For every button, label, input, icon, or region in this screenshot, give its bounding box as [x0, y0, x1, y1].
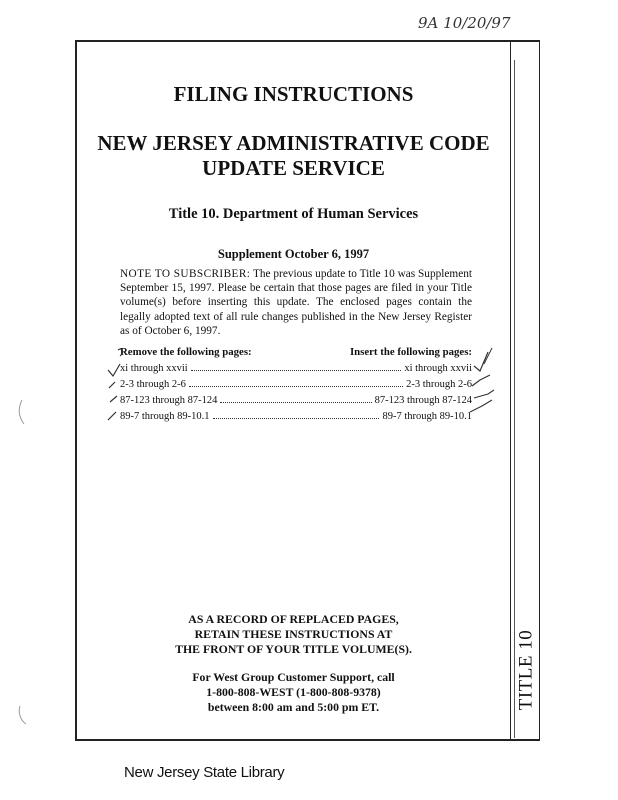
insert-pages: 87-123 through 87-124 — [374, 395, 472, 406]
insert-pages: 89-7 through 89-10.1 — [382, 411, 472, 422]
page-row — [120, 378, 472, 391]
dot-leader — [189, 386, 403, 387]
handwritten-initials-date: 9A 10/20/97 — [418, 14, 511, 32]
insert-pages: xi through xxvii — [404, 363, 472, 374]
supplement-date: Supplement October 6, 1997 — [217, 247, 370, 261]
dot-leader — [213, 418, 380, 419]
page-row — [120, 362, 472, 375]
checkmark-icon — [104, 344, 130, 434]
remove-pages: 89-7 through 89-10.1 — [120, 411, 210, 422]
dot-leader — [191, 370, 402, 371]
dot-leader — [220, 402, 371, 403]
page-row — [120, 410, 472, 423]
page-title: FILING INSTRUCTIONS — [173, 82, 414, 106]
record-instructions — [75, 612, 512, 657]
note-body: The previous update to Title 10 was Supplement September 15, 1997. Please be certain that those pages are filed in your Title volume(s) before inserting this update. The enclosed pages contain the legally adopted text of all rule changes published in the New Jersey Register as of October 6, 1997. — [120, 268, 472, 337]
checkmark-icon — [466, 340, 506, 420]
support-phone: 1-800-808-WEST (1-800-808-9378) — [206, 685, 381, 699]
pages-header — [120, 346, 472, 358]
note-lead: NOTE TO SUBSCRIBER: — [120, 268, 251, 280]
library-stamp: New Jersey State Library — [124, 764, 285, 781]
title-tab-label: TITLE 10 — [515, 629, 537, 711]
insert-header: Insert the following pages: — [349, 346, 472, 358]
subscriber-note — [120, 267, 472, 338]
remove-pages: xi through xxvii — [120, 363, 188, 374]
margin-mark-icon — [14, 398, 34, 428]
record-line: RETAIN THESE INSTRUCTIONS AT — [194, 627, 393, 641]
insert-pages: 2-3 through 2-6 — [406, 379, 472, 390]
support-hours: between 8:00 am and 5:00 pm ET. — [207, 700, 380, 714]
title-heading: Title 10. Department of Human Services — [168, 206, 419, 222]
record-line: THE FRONT OF YOUR TITLE VOLUME(S). — [175, 642, 412, 656]
code-name-line1: NEW JERSEY ADMINISTRATIVE CODE — [97, 131, 490, 155]
title-tab — [508, 628, 544, 712]
code-name-line2: UPDATE SERVICE — [202, 156, 385, 180]
record-line: AS A RECORD OF REPLACED PAGES, — [188, 612, 399, 626]
remove-header: Remove the following pages: — [120, 346, 252, 358]
margin-mark-icon — [14, 704, 34, 728]
customer-support — [75, 670, 512, 715]
page-row — [120, 394, 472, 407]
support-line: For West Group Customer Support, call — [192, 670, 395, 684]
remove-pages: 87-123 through 87-124 — [120, 395, 218, 406]
remove-pages: 2-3 through 2-6 — [120, 379, 186, 390]
